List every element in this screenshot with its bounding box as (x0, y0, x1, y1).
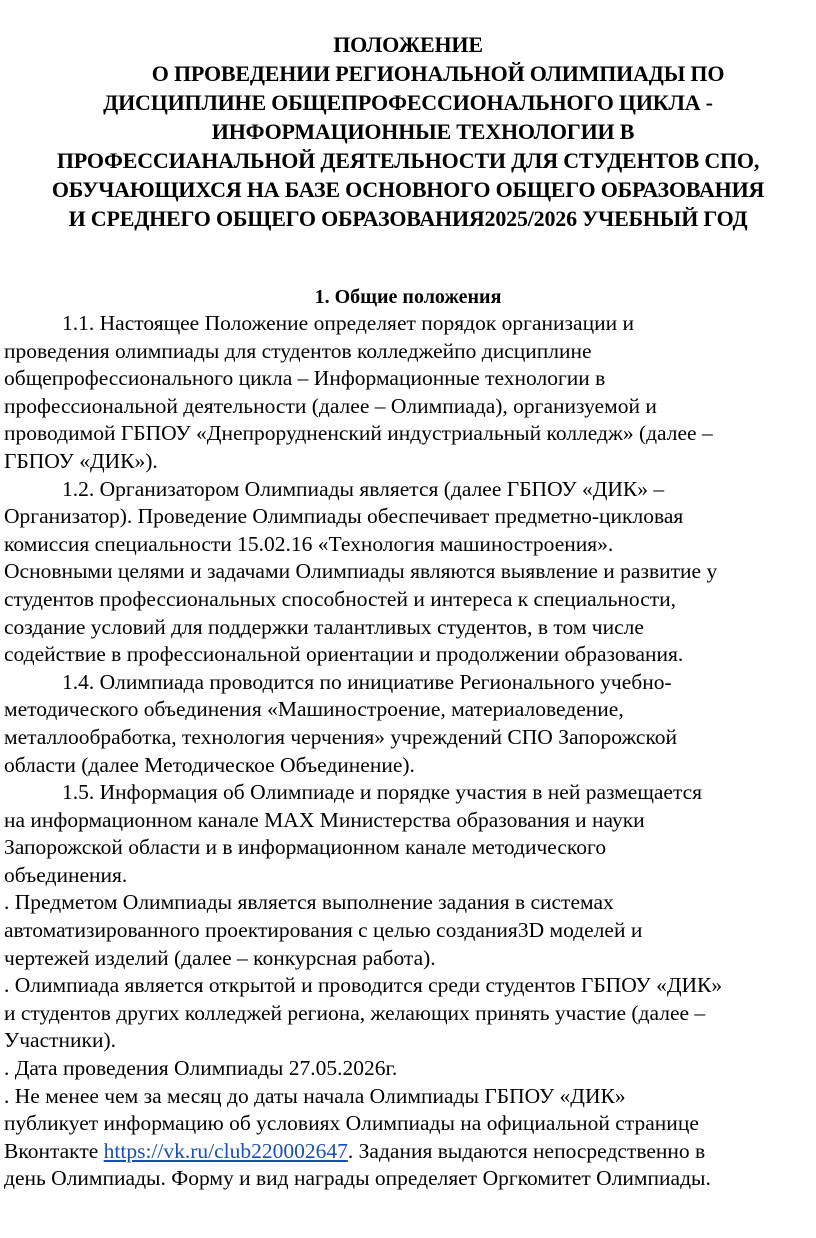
paragraph-line: общепрофессионального цикла – Информационные технологии в (4, 366, 606, 391)
paragraph-line: содействие в профессиональной ориентации и продолжении образования. (4, 642, 684, 667)
paragraph-line: 1.1. Настоящее Положение определяет порядок организации и (62, 311, 634, 335)
paragraph-line: студентов профессиональных способностей и интереса к специальности, (4, 586, 677, 611)
document-title (0, 30, 816, 233)
paragraph-line: создание условий для поддержки талантливых студентов, в том числе (4, 614, 644, 639)
paragraph-line: Участники). (4, 1028, 117, 1053)
paragraph-line: чертежей изделий (далее – конкурсная работа). (4, 945, 436, 970)
paragraph-line: ГБПОУ «ДИК»). (4, 448, 158, 473)
paragraph-line: проведения олимпиады для студентов колледжейпо дисциплине (4, 338, 592, 363)
paragraph-line: 1.2. Организатором Олимпиады является (далее ГБПОУ «ДИК» – (62, 476, 665, 501)
title-line: ПРОФЕССИАНАЛЬНОЙ ДЕЯТЕЛЬНОСТИ ДЛЯ СТУДЕНТОВ СПО, (56, 148, 760, 173)
document-body (4, 310, 816, 1193)
paragraph-line: объединения. (4, 862, 128, 887)
title-line: ИНФОРМАЦИОННЫЕ ТЕХНОЛОГИИ В (211, 119, 635, 144)
vk-suffix: . Задания выдаются непосредственно в (347, 1138, 706, 1163)
paragraph-line: 1.5. Информация об Олимпиаде и порядке участия в ней размещается (62, 780, 703, 805)
paragraph-line: методического объединения «Машиностроение, материаловедение, (4, 697, 624, 722)
paragraph-line: день Олимпиады. Форму и вид награды определяет Оргкомитет Олимпиады. (4, 1166, 711, 1191)
paragraph-line: и студентов других колледжей региона, желающих принять участие (далее – (4, 1000, 706, 1025)
paragraph-line: публикует информацию об условиях Олимпиады на официальной странице (4, 1111, 699, 1136)
paragraph-line: . Не менее чем за месяц до даты начала Олимпиады ГБПОУ «ДИК» (4, 1083, 626, 1108)
paragraph-line: профессиональной деятельности (далее – Олимпиада), организуемой и (4, 393, 657, 418)
paragraph-line: . Олимпиада является открытой и проводится среди студентов ГБПОУ «ДИК» (4, 973, 723, 998)
title-line: О ПРОВЕДЕНИИ РЕГИОНАЛЬНОЙ ОЛИМПИАДЫ ПО (151, 61, 725, 86)
vk-link[interactable]: https://vk.ru/club220002647 (103, 1138, 348, 1163)
paragraph-line: проводимой ГБПОУ «Днепрорудненский индустриальный колледж» (далее – (4, 421, 713, 446)
title-line: ДИСЦИПЛИНЕ ОБЩЕПРОФЕССИОНАЛЬНОГО ЦИКЛА - (103, 90, 713, 115)
section-heading: 1. Общие положения (314, 286, 502, 308)
paragraph-line: на информационном канале МАХ Министерства образования и науки (4, 807, 645, 832)
paragraph-line: Основными целями и задачами Олимпиады являются выявление и развитие у (4, 559, 718, 584)
paragraph-line: . Дата проведения Олимпиады 27.05.2026г. (4, 1056, 398, 1081)
paragraph-line: 1.4. Олимпиада проводится по инициативе Регионального учебно- (62, 669, 672, 694)
paragraph-line: области (далее Методическое Объединение). (4, 752, 415, 777)
paragraph-line: . Предметом Олимпиады является выполнение задания в системах (4, 890, 614, 915)
title-line: И СРЕДНЕГО ОБЩЕГО ОБРАЗОВАНИЯ2025/2026 УЧЕБНЫЙ ГОД (68, 206, 748, 231)
title-line: ОБУЧАЮЩИХСЯ НА БАЗЕ ОСНОВНОГО ОБЩЕГО ОБРАЗОВАНИЯ (51, 177, 765, 202)
paragraph-line: металлообработка, технология черчения» учреждений СПО Запорожской (4, 724, 678, 749)
vk-line (4, 1138, 816, 1166)
title-line: ПОЛОЖЕНИЕ (333, 32, 483, 57)
paragraph-line: Запорожской области и в информационном канале методического (4, 835, 607, 860)
paragraph-line: автоматизированного проектирования с целью создания3D моделей и (4, 918, 643, 943)
vk-prefix: Вконтакте (4, 1138, 104, 1163)
paragraph-line: комиссия специальности 15.02.16 «Технология машиностроения». (4, 531, 614, 556)
paragraph-line: Организатор). Проведение Олимпиады обеспечивает предметно-цикловая (4, 504, 684, 529)
